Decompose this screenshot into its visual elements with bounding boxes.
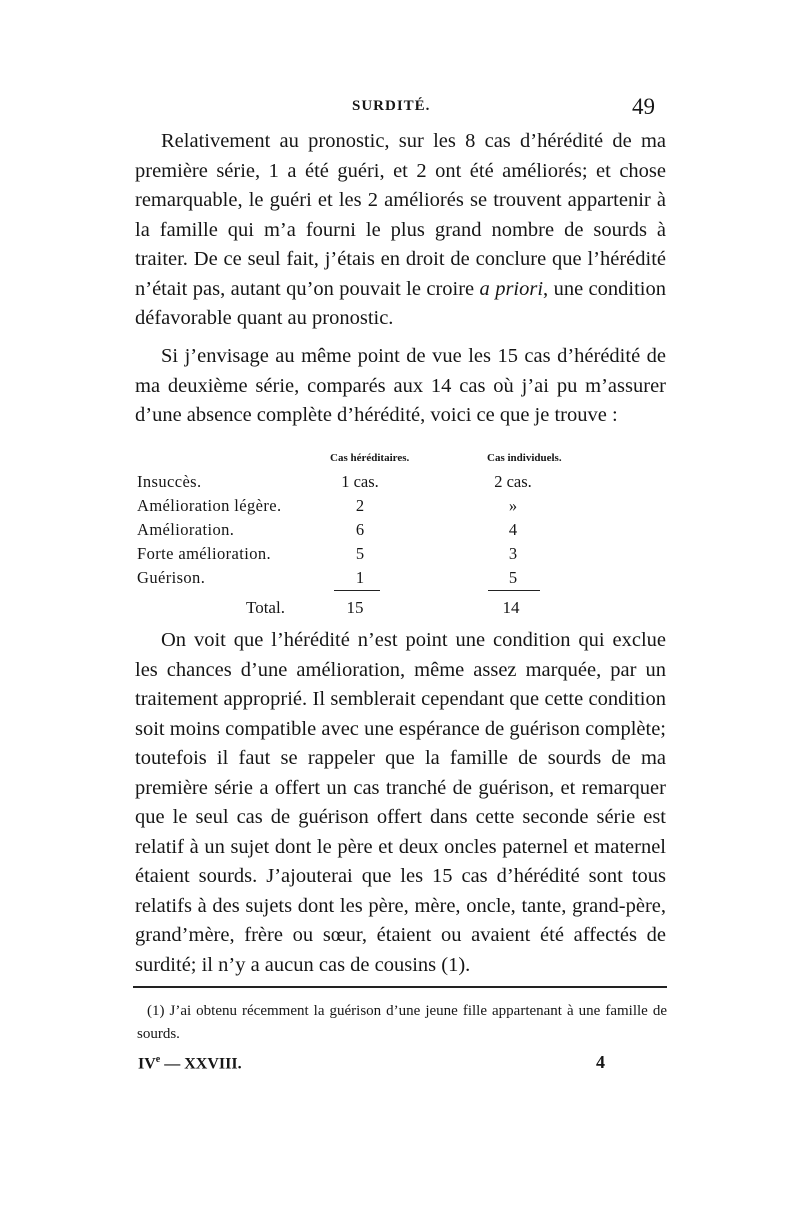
- table-row: [0, 472, 800, 496]
- results-table: [0, 452, 800, 632]
- footnote: (1) J’ai obtenu récemment la guérison d’une jeune fille appartenant à une famille de sourds.: [137, 1003, 667, 1042]
- value-hereditary: 5: [355, 544, 365, 563]
- row-label: Amélioration légère.: [137, 496, 282, 515]
- table-row: [0, 520, 800, 544]
- signature-volume-sup: e: [155, 1054, 161, 1065]
- footnote-divider: [133, 986, 667, 988]
- paragraph-comparison: Si j’envisage au même point de vue les 15 cas d’hérédité de ma deuxième série, comparés aux 14 cas où j’ai pu m’assurer d’une absence complète d’hérédité, voici ce que je trouve :: [135, 345, 666, 426]
- row-label: Forte amélioration.: [137, 544, 272, 563]
- column-header-individual: Cas individuels.: [487, 452, 562, 464]
- table-row: [0, 496, 800, 520]
- page-number: 49: [632, 94, 655, 119]
- sum-rule: [334, 590, 380, 591]
- paragraph-text: Relativement au pronostic, sur les 8 cas d’hérédité de ma première série, 1 a été guéri, et 2 ont été améliorés; et chose remarquable, le guéri et les 2 améliorés se trouvent appartenir à la famille qui m’a fourni le plus grand nombre de sourds à traiter. De ce seul fait, j’étais en droit de conclure que l’hérédité n’était pas, autant qu’on pouvait le croire: [135, 130, 666, 300]
- paragraph-pronostic: [135, 127, 666, 334]
- row-label: Guérison.: [137, 568, 206, 587]
- signature-volume: IV: [138, 1055, 156, 1073]
- row-label: Insuccès.: [137, 472, 202, 491]
- row-label: Amélioration.: [137, 520, 235, 539]
- value-hereditary: 1: [355, 568, 365, 587]
- total-individual: 14: [502, 598, 520, 617]
- signature-mark: [138, 1054, 242, 1073]
- value-individual: 2 cas.: [494, 472, 532, 491]
- emphasis-a-priori: a priori: [479, 277, 544, 300]
- total-label: Total.: [246, 598, 285, 617]
- table-row: [0, 544, 800, 568]
- running-header: [0, 94, 800, 124]
- table-row: [0, 568, 800, 592]
- value-hereditary: 1 cas.: [341, 472, 379, 491]
- signature-part: — XXVIII.: [160, 1055, 242, 1073]
- signature-sheet-number: 4: [596, 1052, 605, 1072]
- total-hereditary: 15: [346, 598, 364, 617]
- value-hereditary: 6: [355, 520, 365, 539]
- value-individual: 3: [508, 544, 518, 563]
- paragraph-conclusion: On voit que l’hérédité n’est point une condition qui exclue les chances d’une amélioration, même assez marquée, par un traitement approprié. Il semblerait cependant que cette condition soit moins compatible avec une espérance de guérison complète; toutefois il faut se rappeler que la famille de sourds de ma première série a offert un cas tranché de guérison, et remarquer que le seul cas de guérison offert dans cette seconde série est relatif à un sujet dont le père et deux oncles paternel et maternel étaient sourds. J’ajouterai que les 15 cas d’hérédité sont tous relatifs à des sujets dont les père, mère, oncle, tante, grand-père, grand’mère, frère ou sœur, étaient ou avaient été affectés de surdité; il n’y a aucun cas de cousins (1).: [135, 629, 666, 976]
- paragraph-text: , une condition défavorable quant au pronostic.: [135, 277, 666, 329]
- value-individual: »: [508, 496, 518, 515]
- value-hereditary: 2: [355, 496, 365, 515]
- value-individual: 4: [508, 520, 518, 539]
- value-individual: 5: [508, 568, 518, 587]
- column-header-hereditary: Cas héréditaires.: [330, 452, 410, 464]
- running-title: SURDITÉ.: [352, 98, 431, 114]
- sum-rule: [488, 590, 540, 591]
